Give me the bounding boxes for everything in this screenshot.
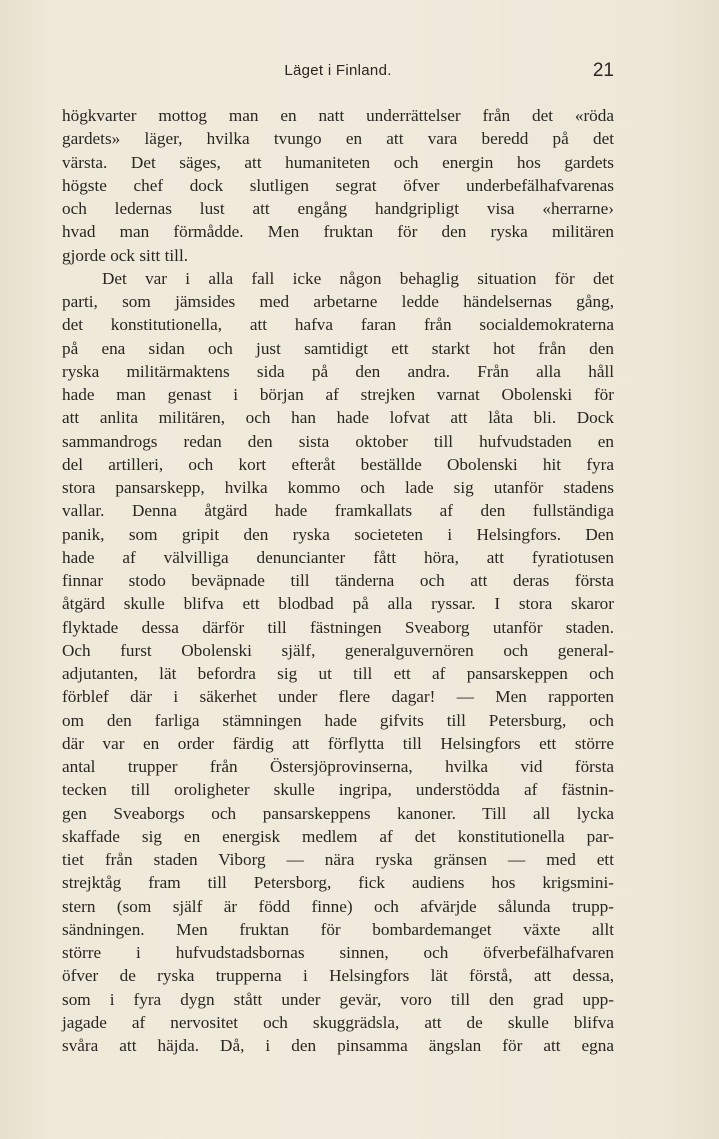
text-line: hvad man förmådde. Men fruktan för den ryska militären [62, 222, 614, 242]
text-line: strejktåg fram till Petersborg, fick audiens hos krigsmini- [62, 873, 614, 893]
text-line: Och furst Obolenski själf, generalguvernören och general- [62, 640, 614, 660]
text-line: stern (som själf är född finne) och afvärjde sålunda trupp- [62, 896, 614, 916]
text-line: flyktade dessa därför till fästningen Sveaborg utanför staden. [62, 617, 614, 637]
page-number: 21 [592, 60, 614, 81]
text-line: större i hufvudstadsbornas sinnen, och öfverbefälhafvaren [62, 943, 614, 962]
text-line: stora pansarskepp, hvilka kommo och lade sig utanför stadens [62, 478, 614, 497]
text-line: tecken till oroligheter skulle ingripa, understödda af fästnin- [62, 780, 614, 800]
text-line: finnar stodo beväpnade till tänderna och att deras första [62, 571, 614, 590]
text-line: Det var i alla fall icke någon behaglig situation för det [102, 268, 614, 288]
text-line: högste chef dock slutligen segrat öfver underbefälhafvarenas [62, 175, 614, 195]
text-line: tiet från staden Viborg — nära ryska gränsen — med ett [62, 850, 614, 869]
text-line: gardets» läger, hvilka tvungo en att vara beredd på det [62, 129, 614, 149]
text-line: det konstitutionella, att hafva faran från socialdemokraterna [62, 315, 614, 335]
running-title: Läget i Finland. [284, 62, 392, 79]
text-line: sammandrogs redan den sista oktober till hufvudstaden en [62, 431, 614, 451]
body-text [62, 104, 614, 1057]
text-line: jagade af nervositet och skuggrädsla, att de skulle blifva [62, 1012, 614, 1032]
text-line: adjutanten, lät befordra sig ut till ett af pansarskeppen och [62, 664, 614, 683]
text-line: skaffade sig en energisk medlem af det konstitutionella par- [62, 826, 614, 846]
text-line: parti, som jämsides med arbetarne ledde händelsernas gång, [62, 292, 614, 311]
page-header [62, 62, 614, 88]
text-line: värsta. Det säges, att humaniteten och energin hos gardets [62, 152, 614, 172]
text-line: att anlita militären, och han hade lofvat att låta bli. Dock [62, 408, 614, 428]
text-line: på ena sidan och just samtidigt ett starkt hot från den [62, 338, 614, 358]
text-line: del artilleri, och kort efteråt beställde Obolenski hit fyra [62, 454, 614, 474]
text-line: hade man genast i början af strejken varnat Obolenski för [62, 385, 614, 404]
text-line: som i fyra dygn stått under gevär, voro till den grad upp- [62, 989, 614, 1009]
text-line: hade af välvilliga denuncianter fått höra, att fyratiotusen [62, 547, 614, 567]
text-line: åtgärd skulle blifva ett blodbad på alla ryssar. I stora skaror [62, 594, 614, 614]
text-line: förblef där i säkerhet under flere dagar! — Men rapporten [62, 687, 614, 707]
text-line: öfver de ryska trupperna i Helsingfors lät förstå, att dessa, [62, 966, 614, 986]
text-line: där var en order färdig att förflytta till Helsingfors ett större [62, 733, 614, 753]
text-line: högkvarter mottog man en natt underrättelser från det «röda [62, 106, 614, 125]
text-line: om den farliga stämningen hade gifvits till Petersburg, och [62, 710, 614, 730]
text-line: antal trupper från Östersjöprovinserna, hvilka vid första [62, 757, 614, 776]
text-line: svåra att häjda. Då, i den pinsamma ängslan för att egna [62, 1036, 614, 1055]
text-line: panik, som gripit den ryska societeten i Helsingfors. Den [62, 524, 614, 544]
text-line: sändningen. Men fruktan för bombardemanget växte allt [62, 919, 614, 939]
text-line: gen Sveaborgs och pansarskeppens kanoner. Till all lycka [62, 803, 614, 823]
text-line: ryska militärmaktens sida på den andra. Från alla håll [62, 361, 614, 381]
text-line: vallar. Denna åtgärd hade framkallats af den fullständiga [62, 501, 614, 521]
text-line: gjorde ock sitt till. [62, 245, 189, 265]
text-line: och ledernas lust att engång handgripligt visa «herrarne› [62, 199, 614, 218]
